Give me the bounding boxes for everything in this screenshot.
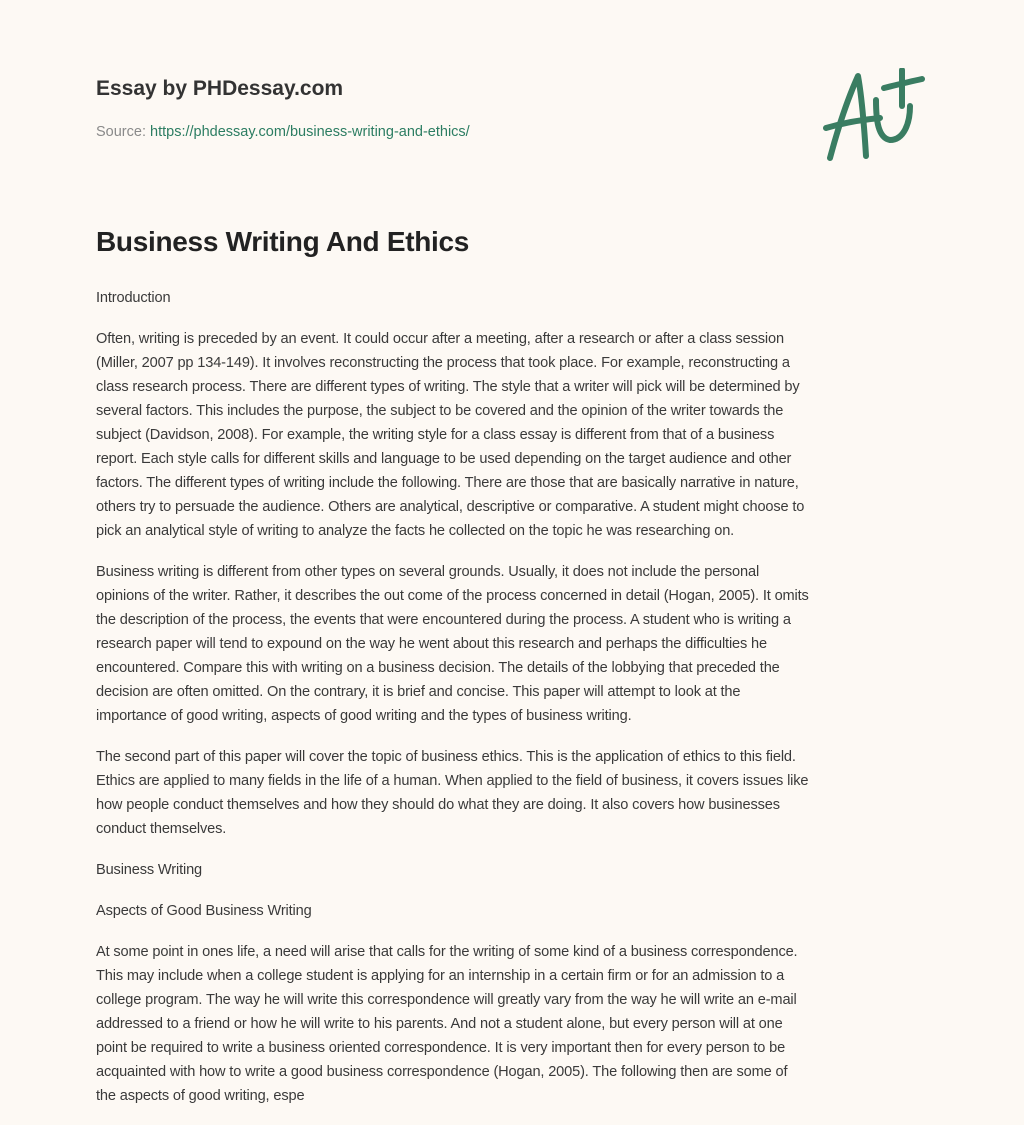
paragraph: Business writing is different from other types on several grounds. Usually, it does not include the personal opinions of the writer. Rather, it describes the out come of the process concerned in detail (Hogan, 2005). It omits the description of the process, the events that were encountered during the process. A student who is writing a research paper will tend to expound on the way he went about this research and perhaps the difficulties he encountered. Compare this with writing on a business decision. The details of the lobbying that preceded the decision are often omitted. On the contrary, it is brief and concise. This paper will attempt to look at the importance of good writing, aspects of good writing and the types of business writing. [96,564,809,724]
source-link[interactable]: https://phdessay.com/business-writing-and-ethics/ [150,124,470,140]
page-title: Business Writing And Ethics [96,226,470,257]
section-heading-introduction: Introduction [96,290,171,306]
essay-content [96,286,936,1125]
paragraph: Often, writing is preceded by an event. It could occur after a meeting, after a research or after a class session (Miller, 2007 pp 134-149). It involves reconstructing the process that took place. For example, reconstructing a class research process. There are different types of writing. The style that a writer will pick will be determined by several factors. This includes the purpose, the subject to be covered and the opinion of the writer towards the subject (Davidson, 2008). For example, the writing style for a class essay is different from that of a business report. Each style calls for different skills and language to be used depending on the target audience and other factors. The different types of writing include the following. There are those that are basically narrative in nature, others try to persuade the audience. Others are analytical, descriptive or comparative. A student might choose to pick an analytical style of writing to analyze the facts he collected on the topic he was researching on. [96,331,805,539]
paragraph: At some point in ones life, a need will arise that calls for the writing of some kind of a business correspondence. This may include when a college student is applying for an internship in a certain firm or for an admission to a college program. The way he will write this correspondence will greatly vary from the way he will write an e-mail addressed to a friend or how he will write to his parents. And not a student alone, but every person will at one point be required to write a business oriented correspondence. It is very important then for every person to be acquainted with how to write a good business correspondence (Hogan, 2005). The following then are some of the aspects of good writing, espe [96,944,798,1104]
section-heading-aspects: Aspects of Good Business Writing [96,903,312,919]
source-line [96,124,470,140]
source-label: Source: [96,124,146,140]
a-plus-logo-icon [818,68,928,164]
site-brand: Essay by PHDessay.com [96,77,344,100]
paragraph: The second part of this paper will cover the topic of business ethics. This is the application of ethics to this field. Ethics are applied to many fields in the life of a human. When applied to the field of business, it covers issues like how people conduct themselves and how they should do what they are doing. It also covers how businesses conduct themselves. [96,749,809,837]
section-heading-business-writing: Business Writing [96,862,203,878]
